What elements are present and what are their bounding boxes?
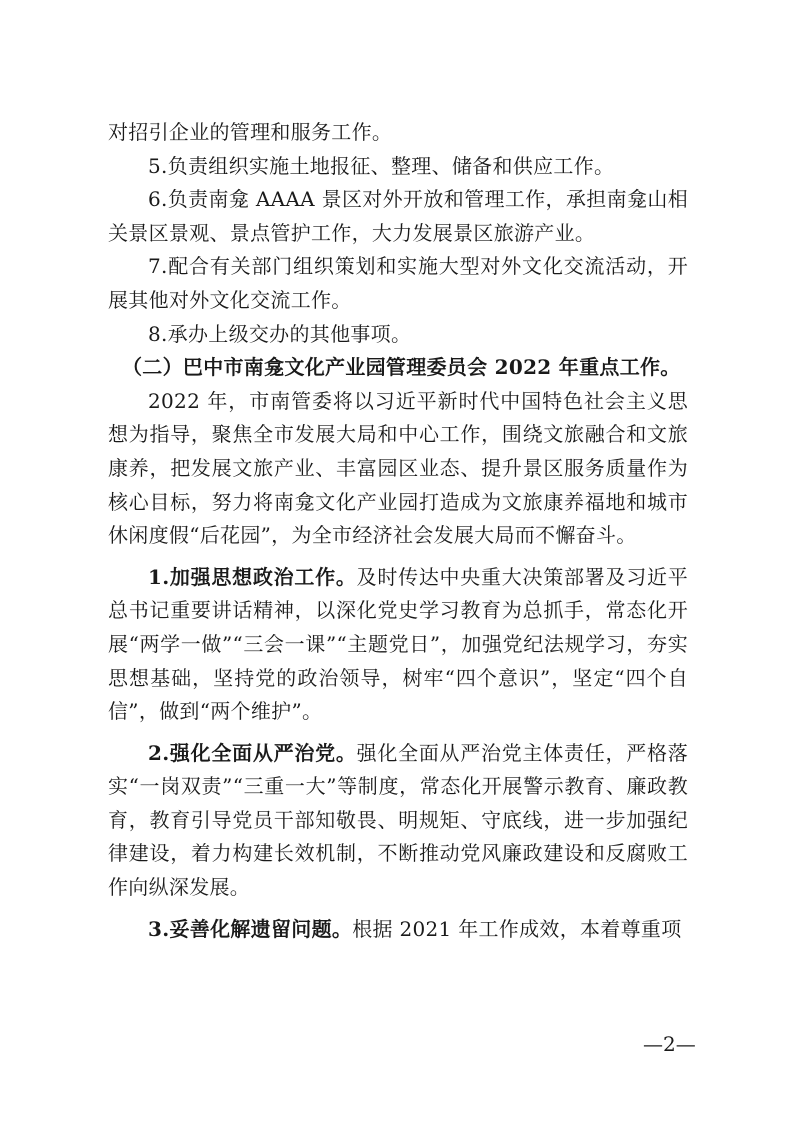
paragraph-text: 及时传达中央重大决策部署及习近平总书记重要讲话精神，以深化党史学习教育为总抓手，常态化开展“两学一做”“三会一课”“主题党日”，加强党纪法规学习，夯实思想基础，坚持党的政治领导，树牢“四个意识”，坚定“四个自信”，做到“两个维护”。 xyxy=(108,564,688,724)
paragraph-text: 对招引企业的管理和服务工作。 xyxy=(108,120,393,144)
paragraph-lead: 3.妥善化解遗留问题。 xyxy=(148,916,353,941)
paragraph-lead: 2.强化全面从严治党。 xyxy=(148,740,357,765)
section-heading-text: （二）巴中市南龛文化产业园管理委员会 2022 年重点工作。 xyxy=(122,355,681,380)
paragraph-text: 5.负责组织实施土地报征、整理、储备和供应工作。 xyxy=(148,153,615,178)
paragraph-text: 6.负责南龛 AAAA 景区对外开放和管理工作，承担南龛山相关景区景观、景点管护工作，大力发展景区旅游产业。 xyxy=(108,187,688,245)
paragraph-lead: 1.加强思想政治工作。 xyxy=(148,564,357,589)
paragraph-text: 8.承办上级交办的其他事项。 xyxy=(148,321,412,346)
paragraph-item-8 xyxy=(108,318,688,352)
paragraph-item-5 xyxy=(108,150,688,184)
document-body xyxy=(108,116,688,946)
paragraph-overview xyxy=(108,385,688,553)
paragraph-text: 2022 年，市南管委将以习近平新时代中国特色社会主义思想为指导，聚焦全市发展大局和中心工作，围绕文旅融合和文旅康养，把发展文旅产业、丰富园区业态、提升景区服务质量作为核心目标，努力将南龛文化产业园打造成为文旅康养福地和城市休闲度假“后花园”，为全市经济社会发展大局而不懈奋斗。 xyxy=(108,388,688,548)
paragraph-item-7 xyxy=(108,250,688,317)
page-number: —2— xyxy=(643,1032,696,1056)
paragraph-task-1 xyxy=(108,561,688,729)
paragraph-task-2 xyxy=(108,737,688,905)
paragraph-task-3 xyxy=(108,913,688,947)
paragraph-continuation xyxy=(108,116,688,150)
paragraph-item-6 xyxy=(108,183,688,250)
paragraph-text: 7.配合有关部门组织策划和实施大型对外文化交流活动，开展其他对外文化交流工作。 xyxy=(108,254,688,312)
paragraph-text: 根据 2021 年工作成效，本着尊重项 xyxy=(352,916,682,941)
paragraph-text: 强化全面从严治党主体责任，严格落实“一岗双责”“三重一大”等制度，常态化开展警示教育、廉政教育，教育引导党员干部知敬畏、明规矩、守底线，进一步加强纪律建设，着力构建长效机制，不断推动党风廉政建设和反腐败工作向纵深发展。 xyxy=(108,740,688,900)
section-heading xyxy=(108,351,688,385)
